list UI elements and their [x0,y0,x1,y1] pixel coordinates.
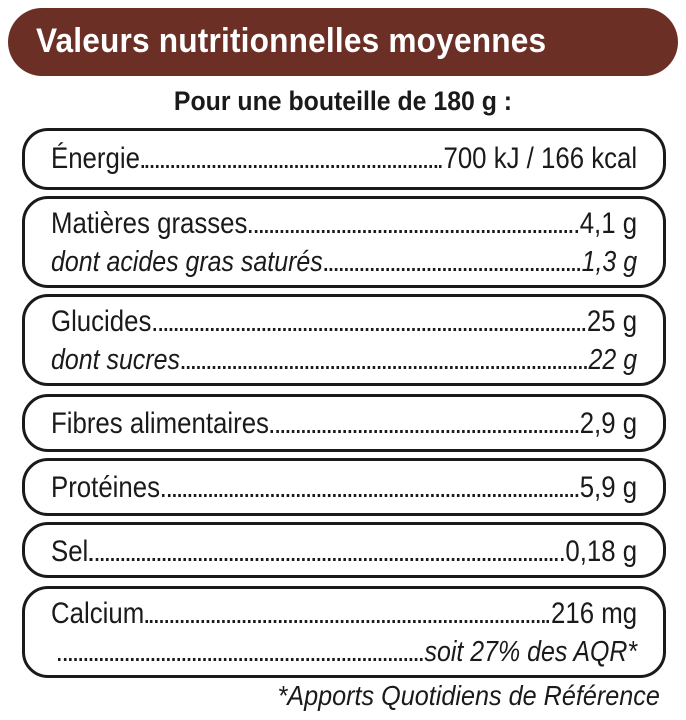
subtitle: Pour une bouteille de 180 g : [173,86,513,116]
nutrition-box-matieres-grasses [22,196,666,288]
nutrient-value: 0,18 g [565,535,638,568]
dot-leader [146,620,549,623]
nutrition-row-calcium [51,595,637,633]
dot-leader [324,268,579,271]
dot-leader [162,494,578,497]
nutrition-row-calcium-aqr [51,633,637,671]
nutrition-row-matieres-grasses [51,205,637,243]
nutrition-row-glucides [51,303,637,341]
dot-leader [182,366,587,369]
nutrition-box-energie [22,128,666,190]
nutrition-box-sel [22,522,666,578]
nutrient-label: dont sucres [51,344,180,376]
nutrition-box-fibres [22,394,666,452]
nutrition-row-energie [51,140,637,178]
nutrient-value: 2,9 g [579,407,638,440]
nutrient-label: Fibres alimentaires [51,407,269,440]
nutrient-label: Glucides [51,305,152,338]
nutrition-box-calcium [22,586,666,678]
nutrient-value: 1,3 g [581,246,638,278]
dot-leader [58,658,423,661]
dot-leader [153,328,585,331]
nutrition-row-fibres [51,405,637,443]
nutrition-box-proteines [22,458,666,516]
dot-leader [271,430,578,433]
aqr-value: soit 27% des AQR* [424,636,638,668]
title-band [8,8,678,76]
nutrition-row-proteines [51,469,637,507]
nutrient-value: 4,1 g [579,207,638,240]
nutrient-value: 25 g [586,305,638,338]
nutrient-label: dont acides gras saturés [51,246,323,278]
nutrient-value: 700 kJ / 166 kcal [443,142,638,175]
page-title: Valeurs nutritionnelles moyennes [36,22,547,60]
nutrition-box-glucides [22,294,666,386]
dot-leader [249,230,578,233]
nutrient-label: Sel [51,535,89,568]
nutrient-value: 216 mg [551,597,638,630]
nutrition-row-sel [51,533,637,571]
nutrition-row-acides-gras-satures [51,243,637,281]
nutrient-value: 22 g [588,344,638,376]
nutrient-label: Calcium [51,597,145,630]
nutrient-value: 5,9 g [579,471,638,504]
dot-leader [142,165,442,168]
nutrient-label: Énergie [51,142,140,175]
nutrient-label: Matières grasses [51,207,248,240]
nutrition-row-sucres [51,341,637,379]
footnote: *Apports Quotidiens de Référence [277,680,660,711]
nutrient-label: Protéines [51,471,161,504]
dot-leader [90,558,564,561]
